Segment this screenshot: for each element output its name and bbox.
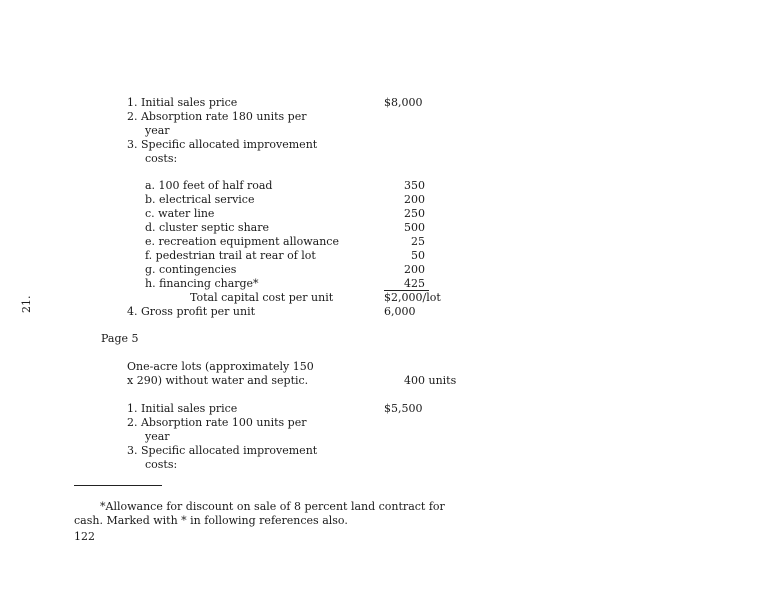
s2-item-2-line1: 2. Absorption rate 100 units per (127, 416, 307, 429)
cost-value-h: 425 (404, 277, 425, 290)
item-2-line2: year (145, 124, 170, 137)
page-heading: Page 5 (101, 332, 139, 345)
cost-value-b: 200 (404, 193, 425, 206)
intro-line2: x 290) without water and septic. (127, 374, 309, 387)
cost-label-h: h. financing charge* (145, 277, 259, 290)
total-label: Total capital cost per unit (190, 291, 334, 304)
item-3-line2: costs: (145, 152, 178, 165)
footnote-line2: cash. Marked with * in following references also. (74, 514, 348, 527)
s2-item-1-value: $5,500 (384, 402, 423, 415)
cost-value-d: 500 (404, 221, 425, 234)
margin-page-note: 21. (20, 295, 33, 313)
item-2-line1: 2. Absorption rate 180 units per (127, 110, 307, 123)
s2-item-2-line2: year (145, 430, 170, 443)
total-value: $2,000/lot (384, 291, 441, 304)
intro-line1: One-acre lots (approximately 150 (127, 360, 314, 373)
cost-value-c: 250 (404, 207, 425, 220)
cost-label-a: a. 100 feet of half road (145, 179, 273, 192)
cost-label-f: f. pedestrian trail at rear of lot (145, 249, 316, 262)
item-4-label: 4. Gross profit per unit (127, 305, 256, 318)
s2-item-1-label: 1. Initial sales price (127, 402, 238, 415)
s2-item-3-line2: costs: (145, 458, 178, 471)
item-4-value: 6,000 (384, 305, 416, 318)
cost-value-f: 50 (411, 249, 425, 262)
cost-label-e: e. recreation equipment allowance (145, 235, 339, 248)
cost-value-e: 25 (411, 235, 425, 248)
cost-label-c: c. water line (145, 207, 215, 220)
item-1-label: 1. Initial sales price (127, 96, 238, 109)
item-1-value: $8,000 (384, 96, 423, 109)
cost-label-g: g. contingencies (145, 263, 237, 276)
intro-value: 400 units (404, 374, 457, 387)
page-number: 122 (74, 530, 95, 543)
item-3-line1: 3. Specific allocated improvement (127, 138, 318, 151)
s2-item-3-line1: 3. Specific allocated improvement (127, 444, 318, 457)
cost-label-b: b. electrical service (145, 193, 255, 206)
footnote-rule (74, 485, 162, 486)
cost-label-d: d. cluster septic share (145, 221, 269, 234)
cost-value-g: 200 (404, 263, 425, 276)
footnote-line1: *Allowance for discount on sale of 8 percent land contract for (100, 500, 445, 513)
cost-value-a: 350 (404, 179, 425, 192)
